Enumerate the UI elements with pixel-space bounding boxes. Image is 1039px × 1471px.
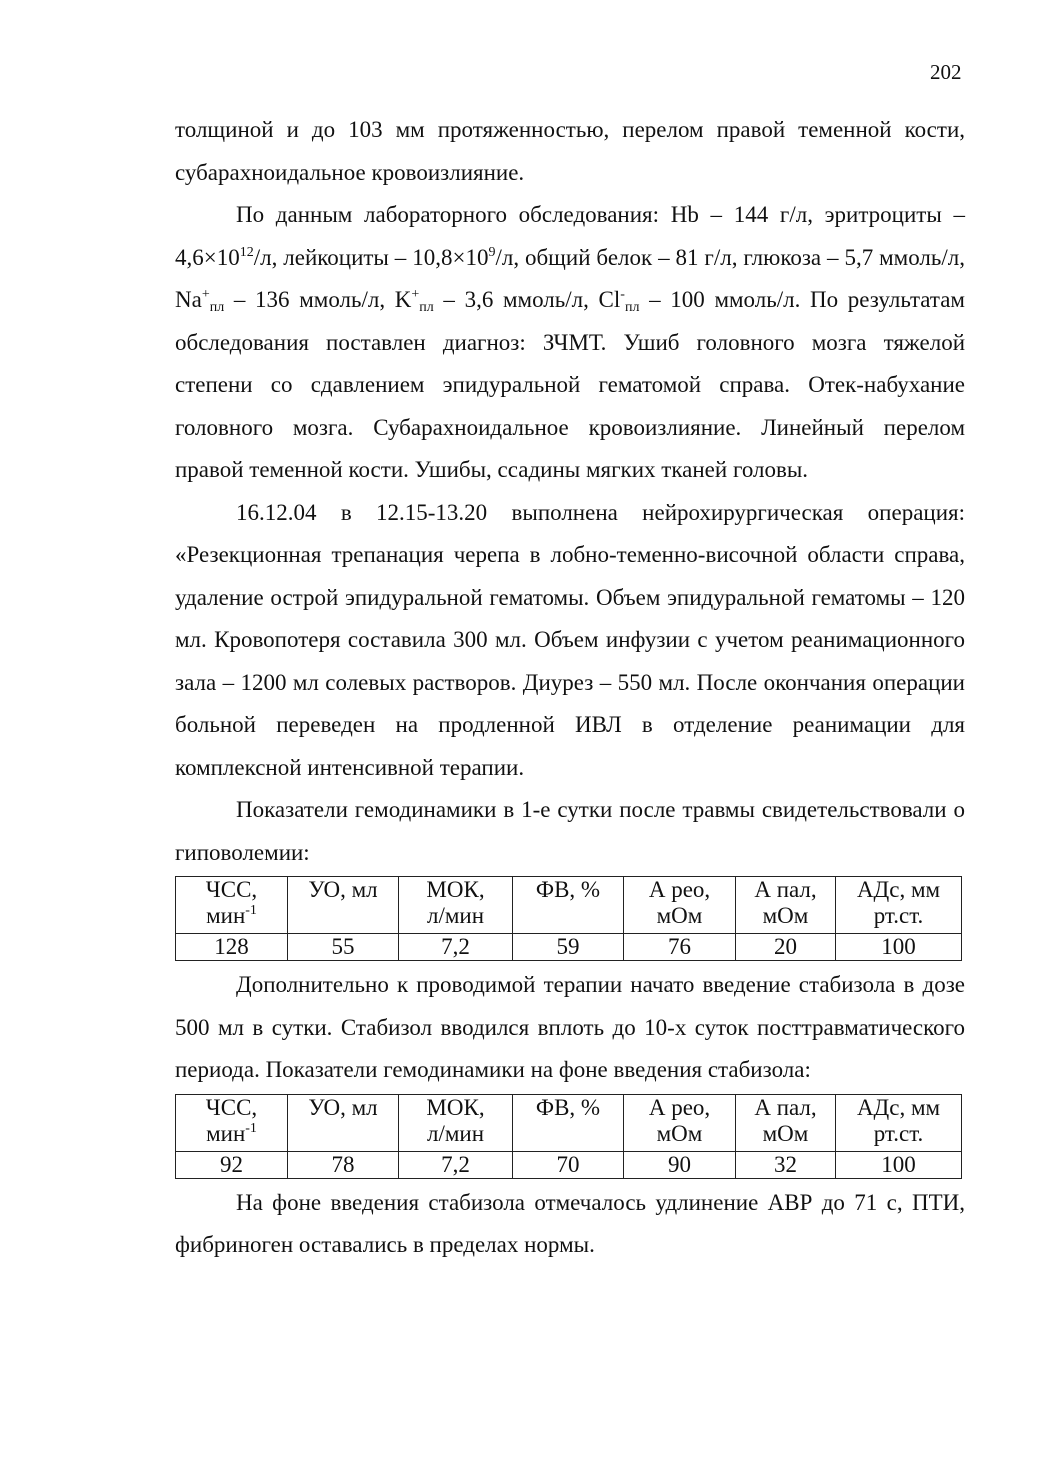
header-apal: А пал, мОм — [736, 877, 836, 934]
table-cell: 20 — [736, 934, 836, 961]
header-co: МОК, л/мин — [399, 1094, 513, 1151]
table-cell: 128 — [176, 934, 288, 961]
table-cell: 78 — [288, 1151, 399, 1178]
lab-sup-4: + — [411, 287, 420, 302]
paragraph-hemodynamics-day1: Показатели гемодинамики в 1-е сутки после травмы свидетельствовали о гиповолемии: — [175, 797, 965, 865]
lab-sub-4: пл — [419, 300, 434, 315]
header-co: МОК, л/мин — [399, 877, 513, 934]
lab-text-f: – 100 ммоль/л. По результатам обследования поставлен диагноз: ЗЧМТ. Ушиб головного мозга тяжелой степени со сдавлением эпидуральной гематомой справа. Отек-набухание головного мозга. Субарахноидальное кровоизлияние. Линейный перелом правой теменной кости. Ушибы, ссадины мягких тканей головы. — [175, 287, 965, 482]
table-row — [176, 934, 962, 961]
document-body — [175, 109, 965, 1267]
paragraph-stabizol: Дополнительно к проводимой терапии начато введение стабизола в дозе 500 мл в сутки. Стабизол вводился вплоть до 10-х суток посттравматического периода. Показатели гемодинамики на фоне введения стабизола: — [175, 972, 965, 1082]
header-areo: А рео, мОм — [624, 1094, 736, 1151]
table-row — [176, 1151, 962, 1178]
table-cell: 100 — [836, 934, 962, 961]
table-cell: 90 — [624, 1151, 736, 1178]
paragraph-operation: 16.12.04 в 12.15-13.20 выполнена нейрохирургическая операция: «Резекционная трепанация черепа в лобно-теменно-височной области справа, удаление острой эпидуральной гематомы. Объем эпидуральной гематомы – 120 мл. Кровопотеря составила 300 мл. Объем инфузии с учетом реанимационного зала – 1200 мл солевых растворов. Диурез – 550 мл. После окончания операции больной переведен на продленной ИВЛ в отделение реанимации для комплексной интенсивной терапии. — [175, 499, 965, 780]
table-cell: 7,2 — [399, 1151, 513, 1178]
lab-sub-3: пл — [209, 300, 225, 315]
header-apal: А пал, мОм — [736, 1094, 836, 1151]
lab-sub-5: пл — [624, 300, 640, 315]
header-ef: ФВ, % — [513, 877, 624, 934]
table-cell: 59 — [513, 934, 624, 961]
lab-text-b: /л, лейкоциты – 10,8×10 — [253, 244, 489, 270]
table-cell: 32 — [736, 1151, 836, 1178]
lab-text-e: – 3,6 ммоль/л, Cl — [433, 287, 621, 312]
lab-text-a: По данным лабораторного обследования: Hb – 144 г/л, эритроциты – 4,6×10 — [175, 202, 965, 270]
table-cell: 100 — [836, 1151, 962, 1178]
table-cell: 7,2 — [399, 934, 513, 961]
header-areo: А рео, мОм — [624, 877, 736, 934]
header-hr: ЧСС, мин$^{-1}$ — [176, 1094, 288, 1151]
hemodynamics-table-day1 — [175, 876, 962, 961]
paragraph-lab-results — [175, 194, 965, 492]
table-cell: 76 — [624, 934, 736, 961]
header-bp: АДс, мм рт.ст. — [836, 1094, 962, 1151]
hemodynamics-table-stabizol — [175, 1094, 962, 1179]
paragraph-1: толщиной и до 103 мм протяженностью, перелом правой теменной кости, субарахноидальное кровоизлияние. — [175, 117, 965, 185]
table-header-row — [176, 877, 962, 934]
table-cell: 70 — [513, 1151, 624, 1178]
header-ef: ФВ, % — [513, 1094, 624, 1151]
lab-sup-3: + — [201, 287, 210, 302]
header-hr: ЧСС, мин$^{-1}$ — [176, 877, 288, 934]
lab-sup-2: 9 — [488, 244, 496, 260]
lab-text-c: /л, общий белок – 81 г/л, глюкоза – 5,7 ммоль/л, Na — [175, 244, 966, 312]
table-cell: 55 — [288, 934, 399, 961]
paragraph-coagulation: На фоне введения стабизола отмечалось удлинение АВР до 71 с, ПТИ, фибриноген оставались в пределах нормы. — [175, 1189, 965, 1257]
header-bp: АДс, мм рт.ст. — [836, 877, 962, 934]
lab-text-d: – 136 ммоль/л, K — [224, 287, 412, 312]
lab-sup-5: - — [620, 287, 625, 302]
lab-sup-1: 12 — [239, 244, 254, 260]
table-cell: 92 — [176, 1151, 288, 1178]
table-header-row — [176, 1094, 962, 1151]
header-sv: УО, мл — [288, 877, 399, 934]
header-sv: УО, мл — [288, 1094, 399, 1151]
page-number: 202 — [930, 60, 962, 84]
